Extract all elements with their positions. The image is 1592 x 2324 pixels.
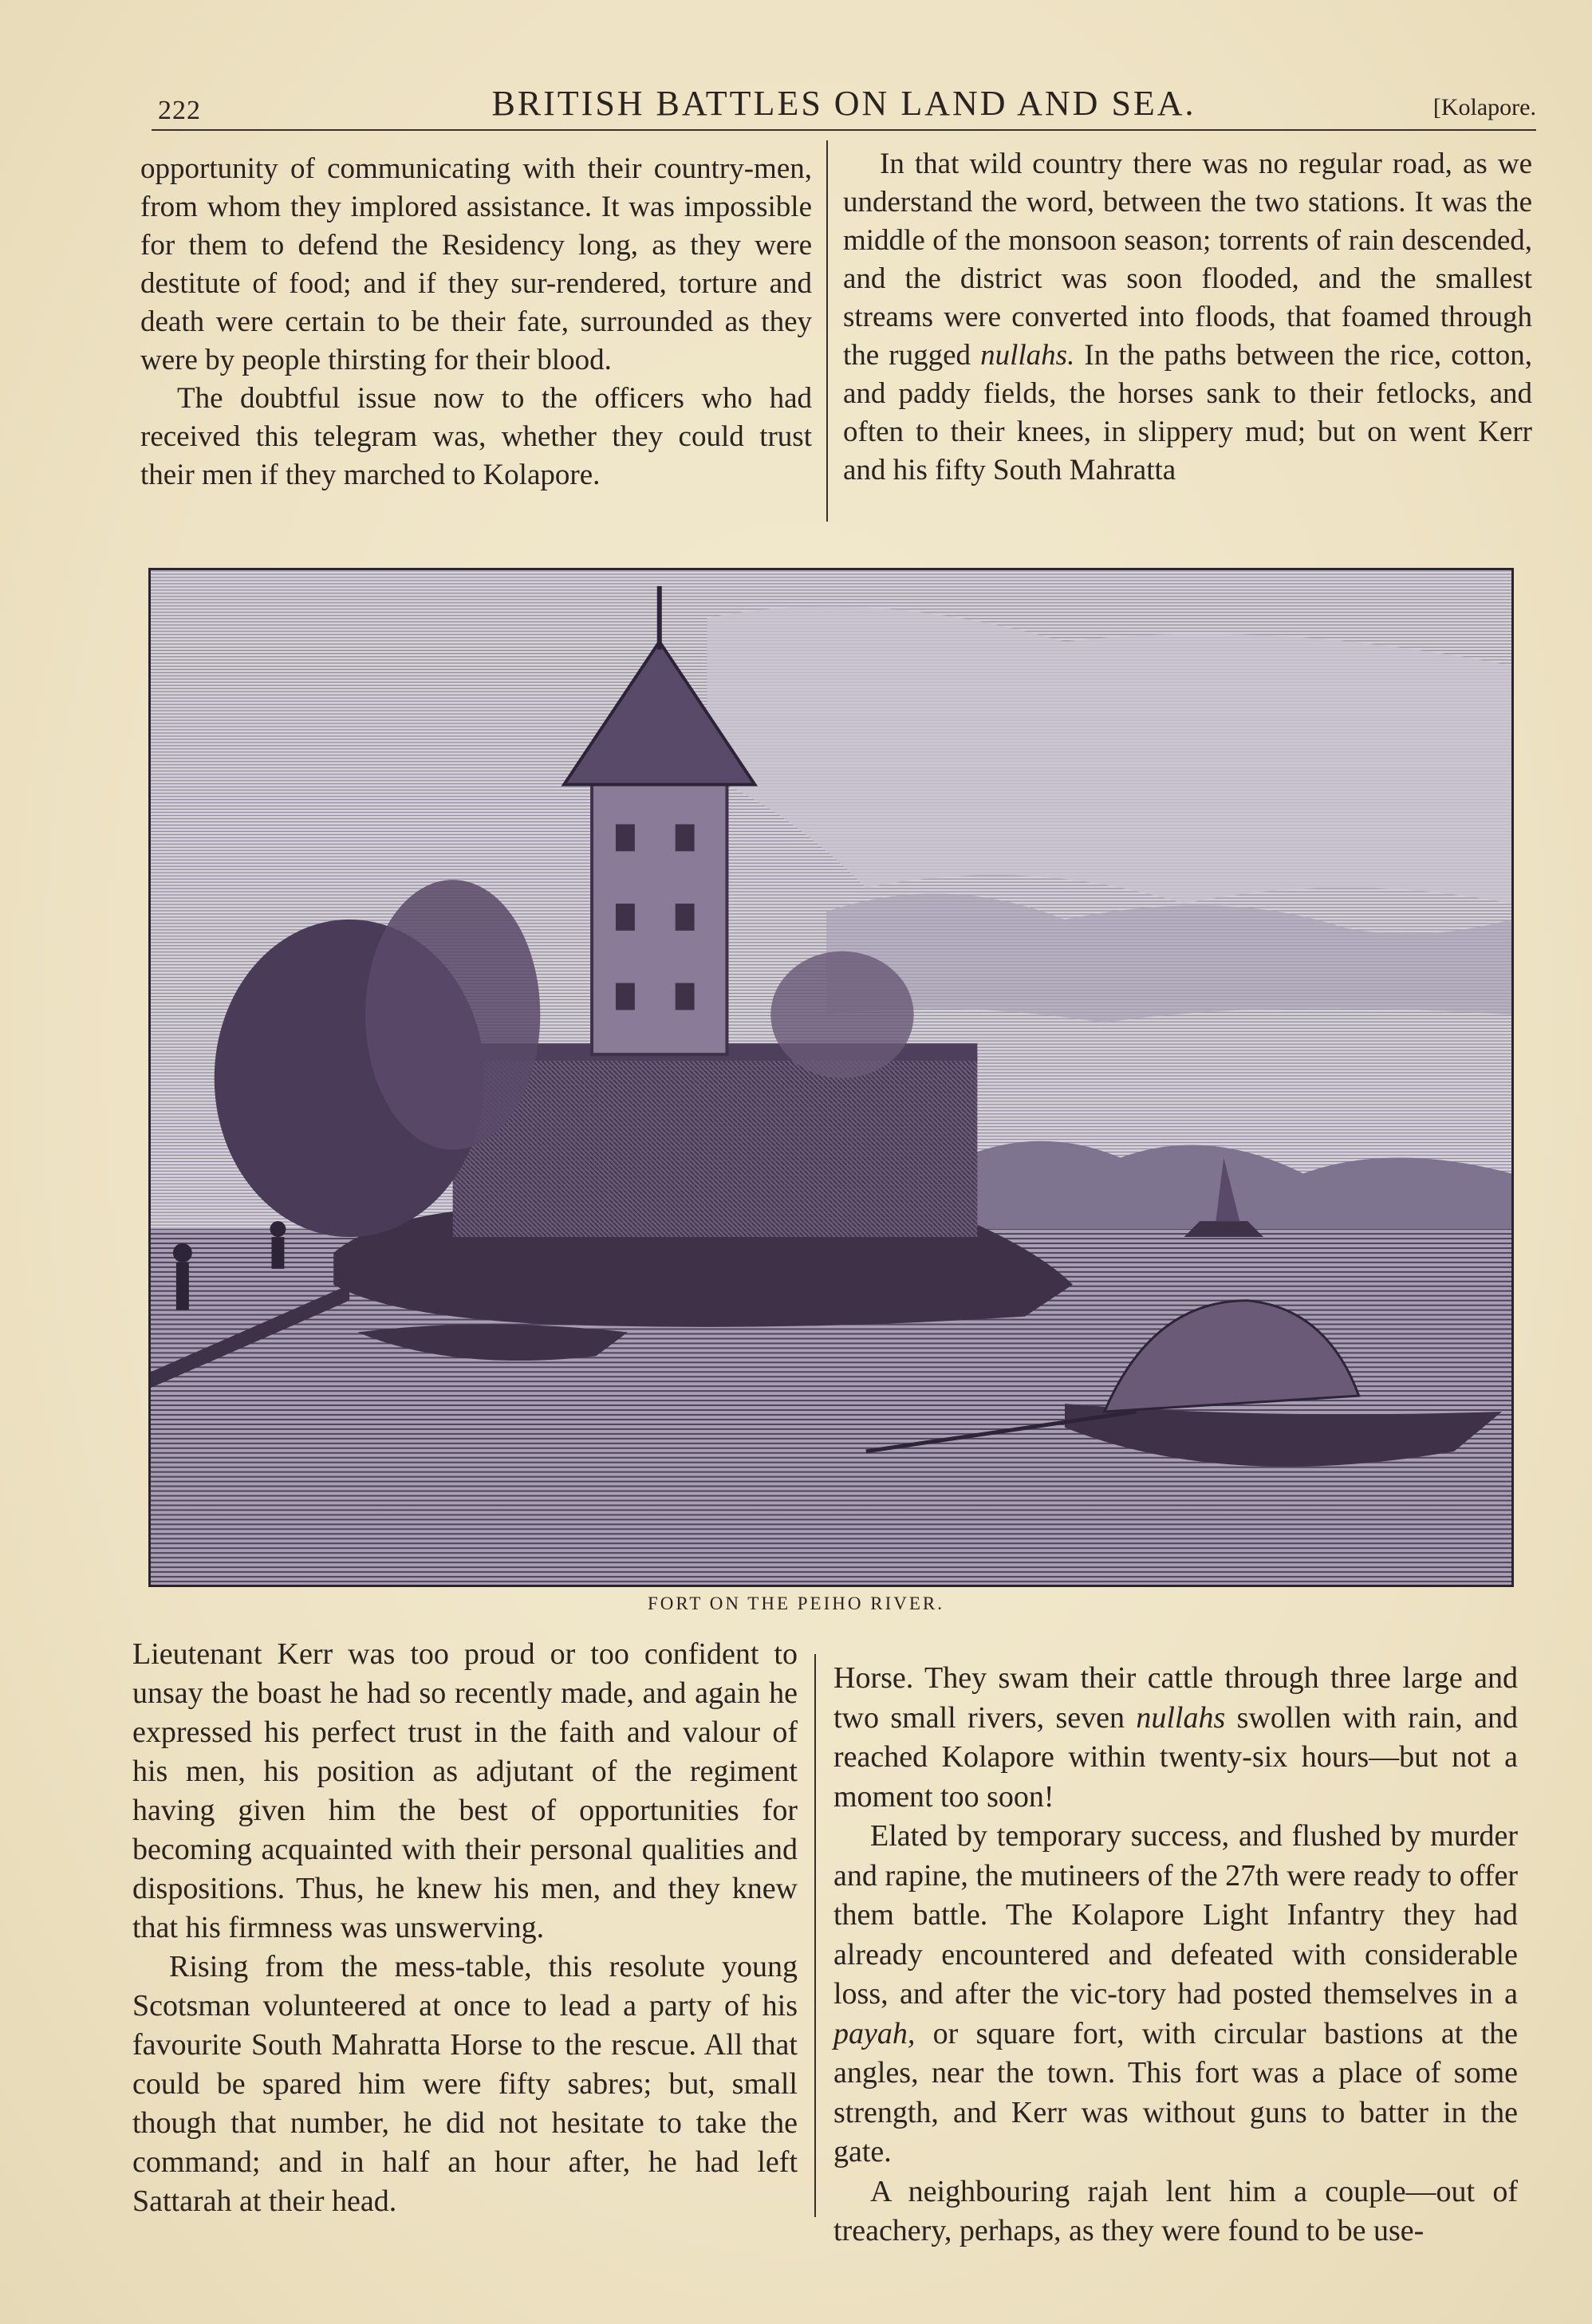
paragraph: Horse. They swam their cattle through three large and two small rivers, seven nullahs swollen with rain, and reached Kolapore within twenty-six hours—but not a moment too soon! bbox=[833, 1661, 1518, 1814]
running-title: BRITISH BATTLES ON LAND AND SEA. bbox=[491, 84, 1196, 123]
page-number: 222 bbox=[158, 96, 201, 125]
fort-wall bbox=[453, 1054, 978, 1237]
paragraph: In that wild country there was no regular road, as we understand the word, between the two stations. It was the middle of the monsoon season; torrents of rain descended, and the district was soon flooded, and the smallest streams were converted into floods, that foamed through the rugged nullahs. In the paths between the rice, cotton, and paddy fields, the horses sank to their fetlocks, and often to their knees, in slippery mud; but on went Kerr and his fifty South Mahratta bbox=[843, 148, 1532, 486]
column-divider-top bbox=[826, 140, 828, 522]
column-top-left bbox=[140, 150, 812, 494]
paragraph: Lieutenant Kerr was too proud or too confident to unsay the boast he had so recently made, and again he expressed his perfect trust in the faith and valour of his men, his position as adjutant of the regiment having given him the best of opportunities for becoming acquainted with their personal qualities and dispositions. Thus, he knew his men, and they knew that his firmness was unswerving. bbox=[132, 1637, 798, 1944]
pagoda-tower bbox=[592, 777, 727, 1054]
paragraph: The doubtful issue now to the officers who had received this telegram was, whether they could trust their men if they marched to Kolapore. bbox=[140, 382, 812, 491]
engraving-svg bbox=[151, 570, 1511, 1585]
illustration-caption: FORT ON THE PEIHO RIVER. bbox=[648, 1593, 944, 1613]
column-bottom-left bbox=[132, 1635, 798, 2221]
paragraph: Elated by temporary success, and flushed by murder and rapine, the mutineers of the 27th were ready to offer them battle. The Kolapore Light Infantry they had already encountered and defeated with considerable loss, and after the vic-tory had posted themselves in a payah, or square fort, with circular bastions at the angles, near the town. This fort was a place of some strength, and Kerr was without guns to batter in the gate. bbox=[833, 1819, 1518, 2168]
trees-back bbox=[365, 880, 540, 1149]
paragraph: A neighbouring rajah lent him a couple—out of treachery, perhaps, as they were found to be use- bbox=[833, 2174, 1518, 2247]
paragraph: opportunity of communicating with their country-men, from whom they implored assistance. It was impossible for them to defend the Residency long, as they were destitute of food; and if they sur-rendered, torture and death were certain to be their fate, surrounded as they were by people thirsting for their blood. bbox=[140, 152, 812, 376]
header-rule bbox=[152, 129, 1536, 131]
tree-right bbox=[770, 951, 913, 1078]
engraving-fort-on-peiho-river bbox=[148, 568, 1514, 1587]
paragraph: Rising from the mess-table, this resolute young Scotsman volunteered at once to lead a party of his favourite South Mahratta Horse to the rescue. All that could be spared him were fifty sabres; but, small though that number, he did not hesitate to take the command; and in half an hour after, he had left Sattarah at their head. bbox=[132, 1950, 798, 2218]
column-divider-bottom bbox=[814, 1654, 816, 2217]
running-head bbox=[152, 80, 1536, 129]
section-label: [Kolapore. bbox=[1432, 94, 1536, 120]
column-top-right bbox=[843, 145, 1532, 490]
figure-on-shore bbox=[173, 1243, 192, 1262]
column-bottom-right bbox=[833, 1659, 1518, 2251]
figure-seated bbox=[270, 1221, 286, 1237]
